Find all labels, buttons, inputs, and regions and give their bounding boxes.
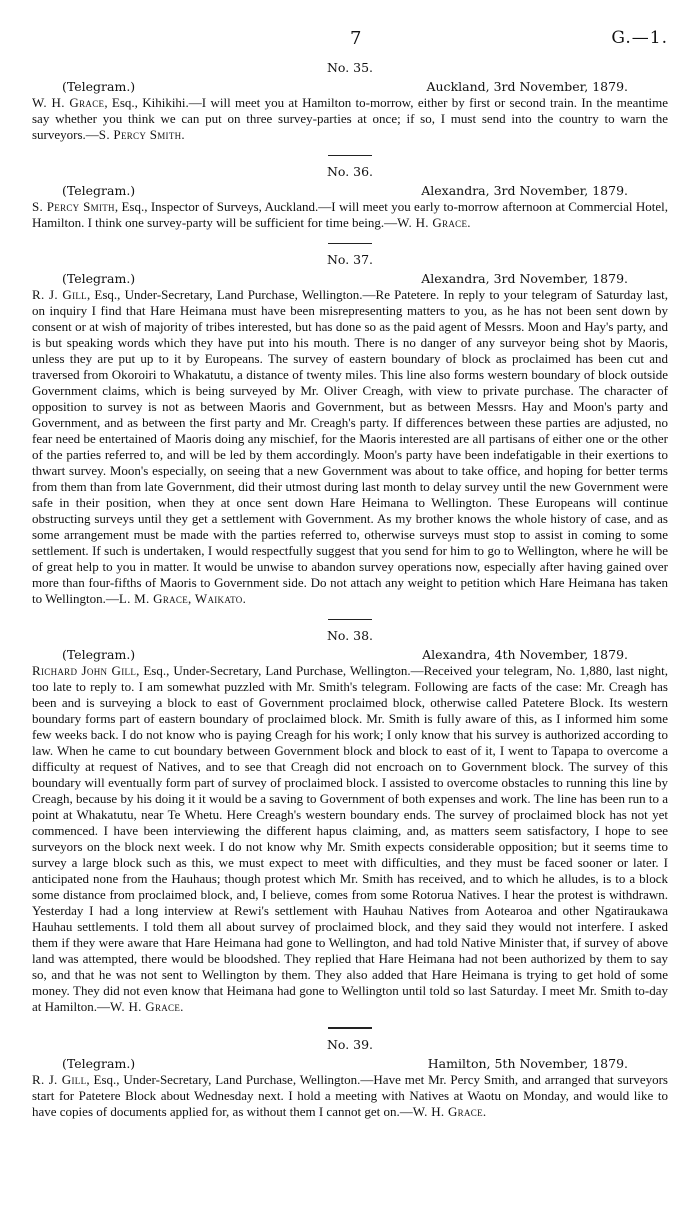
entry-number: No. 38.: [326, 628, 374, 643]
telegram-entry-38: [32, 628, 668, 1015]
entry-meta: [32, 1056, 668, 1071]
telegram-entry-37: [32, 252, 668, 607]
recipient: Richard John Gill: [32, 663, 137, 678]
telegram-label: (Telegram.): [62, 183, 136, 198]
entry-number: No. 39.: [326, 1037, 374, 1052]
signature: L. M. Grace, Waikato.: [118, 591, 247, 606]
section-divider: [328, 243, 372, 244]
telegram-entry-39: [32, 1037, 668, 1120]
entry-number: No. 37.: [326, 252, 374, 267]
entry-body: [32, 95, 668, 143]
recipient: S. Percy Smith: [32, 199, 115, 214]
section-divider: [328, 619, 372, 620]
place-date: Auckland, 3rd November, 1879.: [426, 79, 628, 94]
message-text: , Esq., Inspector of Surveys, Auckland.—I will meet you early to-morrow afternoon at Commercial Hotel, Hamilton. I think one survey-party will be sufficient for time being.—: [32, 199, 668, 230]
entry-body: [32, 287, 668, 607]
place-date: Alexandra, 3rd November, 1879.: [421, 271, 628, 286]
message-text: , Esq., Under-Secretary, Land Purchase, Wellington.—Have met Mr. Percy Smith, and arranged that surveyors start for Patetere Block about Wednesday next. I hold a meeting with Natives at Waotu on Monday, and would like to have copies of documents applied for, as without them I cannot get on.—: [32, 1072, 668, 1119]
message-text: , Esq., Kihikihi.—I will meet you at Hamilton to-morrow, either by first or second train. In the meantime say whether you think we can put on three survey-parties at once; if so, I must send into the country to warn the surveyors.—: [32, 95, 668, 142]
telegram-label: (Telegram.): [62, 647, 136, 662]
telegram-entry-36: [32, 164, 668, 231]
telegram-entry-35: [32, 60, 668, 143]
entry-body: [32, 1072, 668, 1120]
document-page: [32, 22, 668, 1120]
document-reference: G.—1.: [611, 28, 668, 48]
entry-meta: [32, 647, 668, 662]
entry-meta: [32, 79, 668, 94]
recipient: R. J. Gill: [32, 1072, 87, 1087]
entry-body: [32, 663, 668, 1015]
signature: S. Percy Smith.: [98, 127, 185, 142]
signature: W. H. Grace.: [110, 999, 184, 1014]
telegram-label: (Telegram.): [62, 271, 136, 286]
message-text: , Esq., Under-Secretary, Land Purchase, Wellington.—Received your telegram, No. 1,880, last night, too late to reply to. I am somewhat puzzled with Mr. Smith's telegram. Following are facts of the case: Mr. Creagh has been and is surveying a block to east of Government proclaimed block, otherwise called Patetere Block. Its western boundary forms part of eastern boundary of proclaimed block. Mr. Smith is fully aware of this, as I informed him some few weeks back. I do not know who is paying Creagh for his work; I only know that his survey is authorized according to law. When he came to cut boundary between Government block and block to east of it, I went to Tapapa to overcome a difficulty at request of Natives, and to see that Creagh did not encroach on to Government block. The survey of this boundary will eventually form part of survey of proclaimed block. I assisted to overcome obstacles to running this line by Creagh, because by his doing it it would be a saving to Government of both expenses and work. The line has been run to a point at Whakatutu, near Te Whetu. Here Creagh's western boundary ends. The survey of proclaimed block has not yet commenced. I have been interviewing the different hapus claiming, and, as matters seem satisfactory, I hope to see surveyors on the block next week. I do not know why Mr. Smith expects considerable opposition; but it seems time to survey a large block such as this, we must expect to meet with difficulties, and they must be faced sooner or later. I anticipated none from the Hauhaus; though protest which Mr. Smith has received, and to which he alludes, is to a block some distance from proclaimed block, and, I believe, comes from some Rotorua Natives. I hear the protest is withdrawn. Yesterday I had a long interview at Rewi's settlement with Hauhau Natives from Aotearoa and other Ngatiraukawa Hauhau settlements. I told them all about survey of proclaimed block, and they said they would not interfere. I asked them if they were aware that Hare Heimana had gone to Wellington, and had told Native Minister that, if survey of above land was attempted, there would be bloodshed. They replied that Hare Heimana had not been authorized by them to say so, and that he was not sent to Wellington by them. They also added that Hare Heimana is trying to get hold of some money. They did not even know that Heimana had gone to Wellington until told so last Saturday. I meet Mr. Smith to-day at Hamilton.—: [32, 663, 668, 1014]
page-number: 7: [350, 28, 362, 49]
telegram-label: (Telegram.): [62, 1056, 136, 1071]
signature: W. H. Grace.: [412, 1104, 487, 1119]
page-header: [32, 22, 668, 52]
section-divider: [328, 1027, 372, 1029]
place-date: Alexandra, 3rd November, 1879.: [421, 183, 628, 198]
entry-number: No. 36.: [326, 164, 374, 179]
place-date: Hamilton, 5th November, 1879.: [427, 1056, 628, 1071]
place-date: Alexandra, 4th November, 1879.: [422, 647, 628, 662]
message-text: , Esq., Under-Secretary, Land Purchase, Wellington.—Re Patetere. In reply to your telegram of Saturday last, on inquiry I find that Hare Heimana must have been misrepresenting matters to you, as he has not been sent down by consent or at wish of majority of tribes interested, but has done so as the paid agent of Messrs. Moon and Hay's party, and is but speaking words which they have put into his mouth. There is no danger of any surveyor being shot by Maoris, unless they are put up to it by Europeans. The survey of eastern boundary of block as proclaimed has been cut and traversed from Okoroiri to Whakatutu, a distance of twenty miles. This line also forms western boundary of block outside Government claims, which is being surveyed by Mr. Oliver Creagh, with view to private purchase. The character of opposition to survey is not as between Maoris and Government, but as between Messrs. Hay and Moon's party and Government, and as between the first party and Mr. Creagh's party. If differences between these parties are adjusted, no fear need be entertained of Maoris doing any mischief, for the Maoris interested are all partisans of either one or the other of the parties referred to, and will be led by them accordingly. Moon's party have been indefatigable in their exertions to thwart survey. Moon's especially, on seeing that a new Government was about to take office, and hoping for better terms from them than from late Government, did their utmost during last month to delay survey until the new Government were safe in their position, when they at once sent down Hare Heimana to Wellington. These Europeans will continue obstructing surveys until they get a settlement with Government. As my brother knows the whole history of case, and as some arrangement must be made with the parties referred to, otherwise surveys must stop to assist in coming to some settlement. If such is undertaken, I would respectfully suggest that you send for him to go to Wellington, where he will be of great help to you in matter. It would be unwise to abandon survey operations now, especially after having gained over more than four-fifths of Maoris to Government side. Do not attach any weight to petition which Hare Heimana has taken to Wellington.—: [32, 287, 668, 606]
entry-body: [32, 199, 668, 231]
entry-meta: [32, 271, 668, 286]
entry-meta: [32, 183, 668, 198]
recipient: W. H. Grace: [32, 95, 105, 110]
recipient: R. J. Gill: [32, 287, 87, 302]
entry-number: No. 35.: [326, 60, 374, 75]
section-divider: [328, 155, 372, 156]
signature: W. H. Grace.: [397, 215, 471, 230]
telegram-label: (Telegram.): [62, 79, 136, 94]
